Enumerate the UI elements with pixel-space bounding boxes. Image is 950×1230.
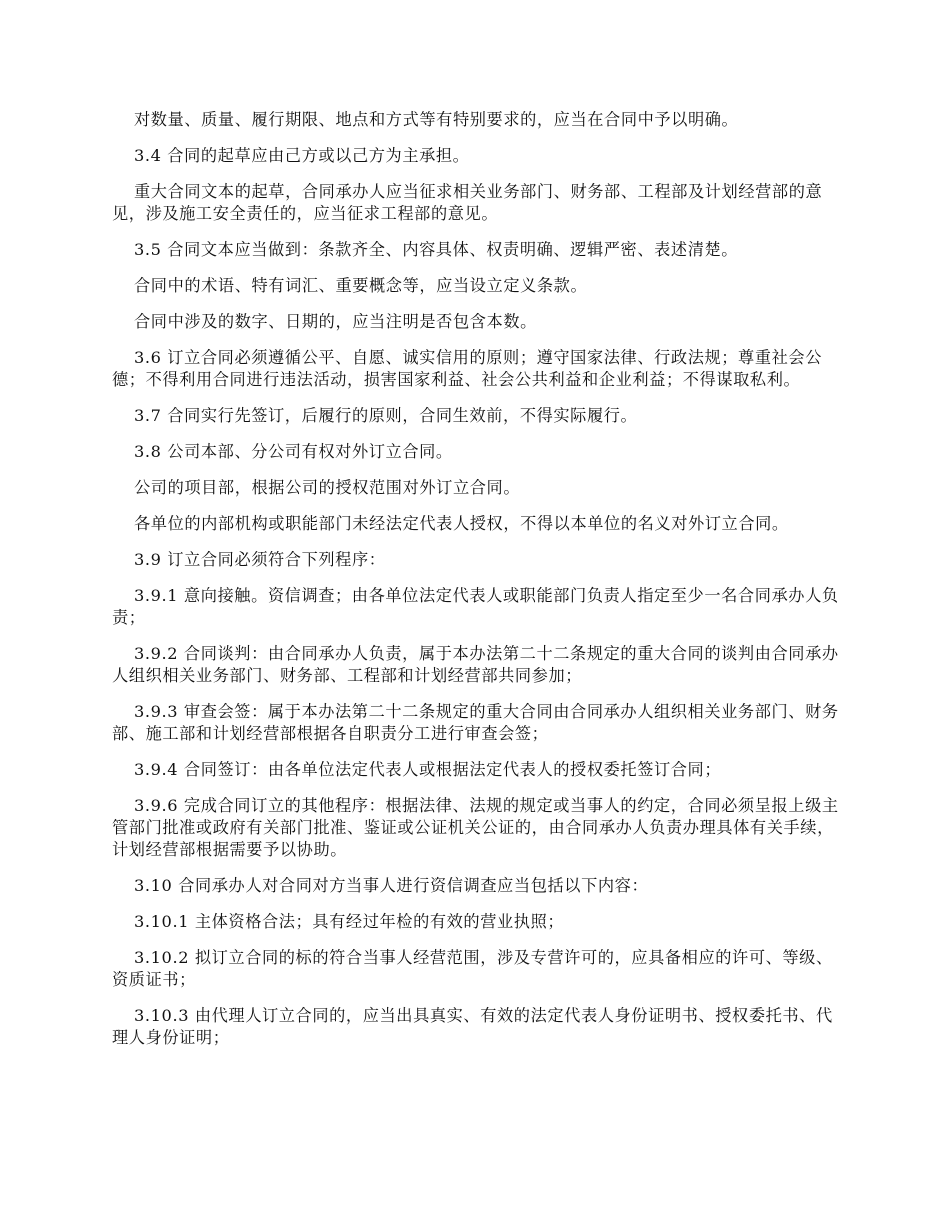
paragraph: 3.9.4 合同签订：由各单位法定代表人或根据法定代表人的授权委托签订合同； <box>134 760 722 779</box>
paragraph: 3.9.1 意向接触。资信调查；由各单位法定代表人或职能部门负责人指定至少一名合同承办人负责； <box>112 586 839 627</box>
paragraph: 3.10.1 主体资格合法；具有经过年检的有效的营业执照； <box>134 912 565 931</box>
paragraph: 重大合同文本的起草，合同承办人应当征求相关业务部门、财务部、工程部及计划经营部的意见，涉及施工安全责任的，应当征求工程部的意见。 <box>112 182 823 223</box>
paragraph: 3.5 合同文本应当做到：条款齐全、内容具体、权责明确、逻辑严密、表述清楚。 <box>134 240 739 259</box>
paragraph: 3.4 合同的起草应由己方或以己方为主承担。 <box>134 146 470 165</box>
paragraph: 对数量、质量、履行期限、地点和方式等有特别要求的，应当在合同中予以明确。 <box>134 110 739 129</box>
paragraph: 3.10.3 由代理人订立合同的，应当出具真实、有效的法定代表人身份证明书、授权委托书、代理人身份证明； <box>112 1006 833 1047</box>
paragraph: 3.9.3 审查会签：属于本办法第二十二条规定的重大合同由合同承办人组织相关业务部门、财务部、施工部和计划经营部根据各自职责分工进行审查会签； <box>112 702 839 743</box>
paragraph: 合同中涉及的数字、日期的，应当注明是否包含本数。 <box>134 312 537 331</box>
paragraph: 3.10 合同承办人对合同对方当事人进行资信调查应当包括以下内容： <box>134 876 649 895</box>
paragraph: 3.10.2 拟订立合同的标的符合当事人经营范围，涉及专营许可的，应具备相应的许可、等级、资质证书； <box>112 948 833 989</box>
paragraph: 公司的项目部，根据公司的授权范围对外订立合同。 <box>134 478 521 497</box>
paragraph: 3.8 公司本部、分公司有权对外订立合同。 <box>134 442 453 461</box>
paragraph: 各单位的内部机构或职能部门未经法定代表人授权，不得以本单位的名义对外订立合同。 <box>134 514 789 533</box>
paragraph: 3.7 合同实行先签订，后履行的原则，合同生效前，不得实际履行。 <box>134 406 638 425</box>
paragraph: 3.9.6 完成合同订立的其他程序：根据法律、法规的规定或当事人的约定，合同必须呈报上级主管部门批准或政府有关部门批准、鉴证或公证机关公证的，由合同承办人负责办理具体有关手续，计划经营部根据需要予以协助。 <box>112 796 839 859</box>
paragraph: 3.9 订立合同必须符合下列程序： <box>134 550 386 569</box>
paragraph: 3.6 订立合同必须遵循公平、自愿、诚实信用的原则；遵守国家法律、行政法规；尊重社会公德；不得利用合同进行违法活动，损害国家利益、社会公共利益和企业利益；不得谋取私利。 <box>112 348 822 389</box>
paragraph: 3.9.2 合同谈判：由合同承办人负责，属于本办法第二十二条规定的重大合同的谈判由合同承办人组织相关业务部门、财务部、工程部和计划经营部共同参加； <box>112 644 839 685</box>
paragraph: 合同中的术语、特有词汇、重要概念等，应当设立定义条款。 <box>134 276 588 295</box>
